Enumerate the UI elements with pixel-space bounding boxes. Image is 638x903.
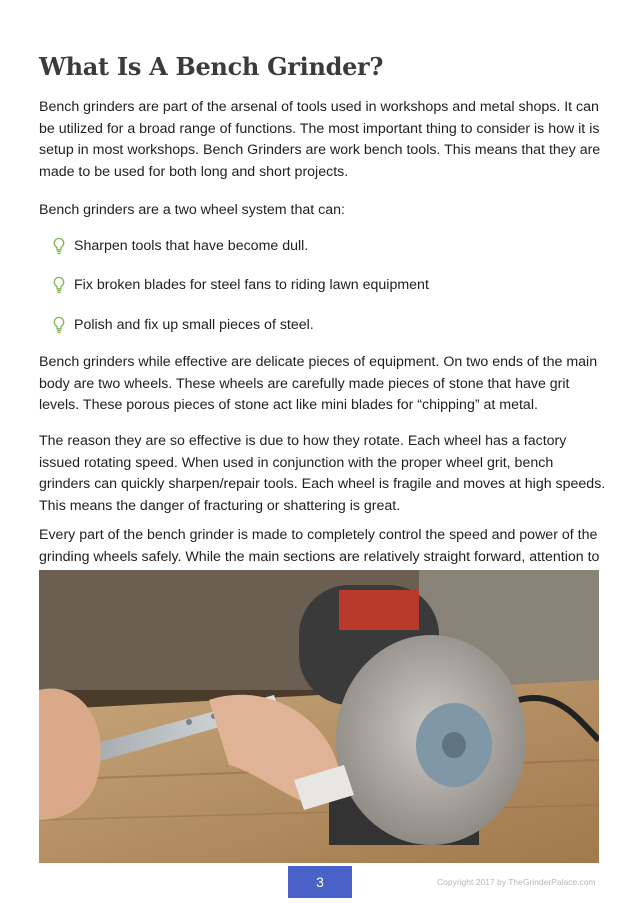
bullet-text: Sharpen tools that have become dull. [74,238,309,254]
lightbulb-icon [52,237,66,255]
rotation-paragraph: The reason they are so effective is due to how they rotate. Each wheel has a factory issued rotating speed. When used in conjunction with the proper wheel grit, bench grinders can quickly sharpen/repair tools. Each wheel is fragile and moves at high speeds. This means the danger of fracturing or shattering is great. [39,433,606,514]
bench-grinder-photo [39,570,599,863]
two-wheel-intro: Bench grinders are a two wheel system that can: [39,202,345,218]
bullet-item [52,315,612,335]
lightbulb-icon [52,316,66,334]
page-number-badge [288,866,352,898]
safety-paragraph: Every part of the bench grinder is made to completely control the speed and power of the grinding wheels safely. While the main sections are relatively straight forward, attention to [39,527,600,565]
intro-paragraph: Bench grinders are part of the arsenal of tools used in workshops and metal shops. It can be utilized for a broad range of functions. The most important thing to consider is how it is setup in most workshops. Bench Grinders are work bench tools. This means that they are made to be used for both long and short projects. [39,99,601,180]
lightbulb-icon [52,276,66,294]
bullet-item [52,236,612,256]
bullet-text: Polish and fix up small pieces of steel. [74,317,314,333]
page-number: 3 [316,874,324,890]
bullet-item [52,275,612,295]
copyright-text: Copyright 2017 by TheGrinderPalace.com [437,877,596,887]
equipment-paragraph: Bench grinders while effective are delicate pieces of equipment. On two ends of the main body are two wheels. These wheels are carefully made pieces of stone that have grit levels. These porous pieces of stone act like mini blades for “chipping” at metal. [39,354,598,413]
page-title: What Is A Bench Grinder? [39,52,384,81]
grinder-illustration [39,570,599,863]
bullet-text: Fix broken blades for steel fans to riding lawn equipment [74,277,429,293]
